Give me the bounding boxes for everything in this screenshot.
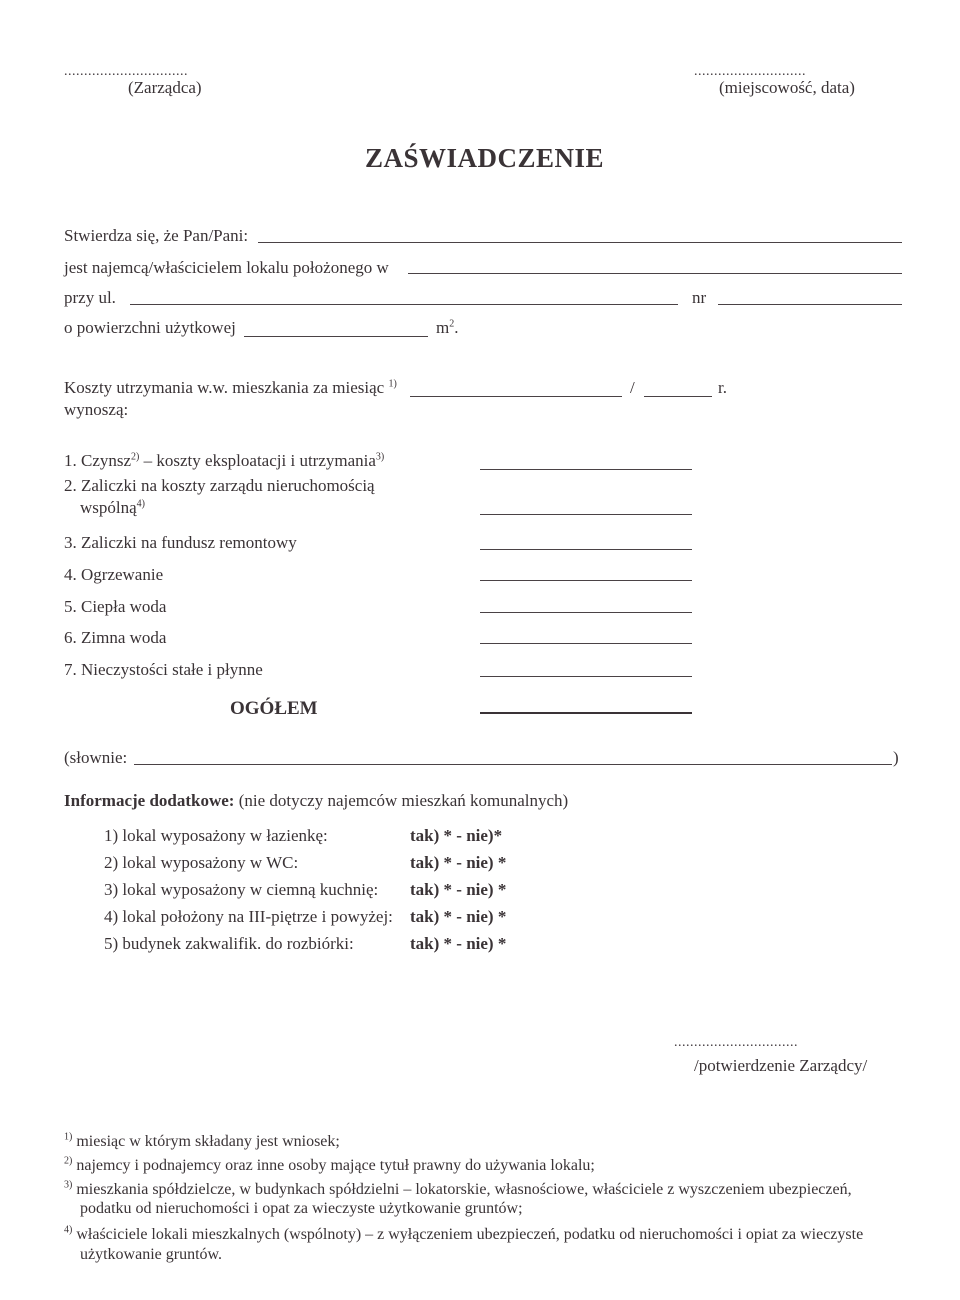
additional-item-1-choice[interactable]: tak) * - nie)* [410,826,503,845]
place-date-dots: ............................ [694,64,806,79]
declaration-line-2: jest najemcą/właścicielem lokalu położonego w [64,258,389,277]
place-date-label: (miejscowość, data) [719,78,855,97]
cost-item-5: 5. Ciepła woda [64,597,167,616]
area-unit: $m^2$. [436,318,459,337]
month-field-line[interactable] [410,396,622,397]
cost-item-2-line[interactable] [480,514,692,515]
document-title: ZAŚWIADCZENIE [365,143,605,173]
manager-dots: ............................... [64,64,188,79]
name-field-line[interactable] [258,242,902,243]
additional-info-heading: Informacje dodatkowe: (nie dotyczy najemców mieszkań komunalnych) [64,791,569,810]
nr-field-line[interactable] [718,304,902,305]
additional-item-1-label: 1) lokal wyposażony w łazienkę: [104,826,328,845]
in-words-close: ) [893,748,899,767]
cost-item-1: 1. Czynsz$^{2)}$ – koszty eksploatacji i utrzymania$^{3)}$ [64,451,385,470]
footnote-4: $^{4)}$ właściciele lokali mieszkalnych (wspólnoty) – z wyłączeniem ubezpieczeń, podatku od nieruchomości i opiat za wieczyste [64,1224,864,1243]
cost-item-4-line[interactable] [480,580,692,581]
footnote-1: $^{1)}$ miesiąc w którym składany jest wniosek; [64,1131,340,1150]
manager-label: (Zarządca) [128,78,202,97]
street-field-line[interactable] [130,304,678,305]
cost-item-2b: wspólną$^{4)}$ [80,498,146,517]
additional-item-2-label: 2) lokal wyposażony w WC: [104,853,299,872]
in-words-field-line[interactable] [134,764,892,765]
footnote-2: $^{2)}$ najemcy i podnajemcy oraz inne osoby mające tytuł prawny do używania lokalu; [64,1155,595,1174]
cost-item-6-line[interactable] [480,643,692,644]
cost-item-1-line[interactable] [480,469,692,470]
slash: / [630,378,635,397]
additional-item-3-label: 3) lokal wyposażony w ciemną kuchnię: [104,880,379,899]
signature-label: /potwierdzenie Zarządcy/ [694,1056,868,1075]
cost-item-7: 7. Nieczystości stałe i płynne [64,660,263,679]
year-suffix: r. [718,378,727,397]
signature-dots[interactable]: ............................... [674,1035,798,1050]
declaration-line-1: Stwierdza się, że Pan/Pani: [64,226,249,245]
location-field-line[interactable] [408,273,902,274]
cost-item-2: 2. Zaliczki na koszty zarządu nieruchomością [64,476,375,495]
footnote-4-cont: użytkowanie gruntów. [80,1246,223,1263]
cost-item-3-line[interactable] [480,549,692,550]
year-field-line[interactable] [644,396,712,397]
additional-item-4-choice[interactable]: tak) * - nie) * [410,907,507,926]
additional-item-4-label: 4) lokal położony na III-piętrze i powyżej: [104,907,393,926]
footnote-3: $^{3)}$ mieszkania spółdzielcze, w budynkach spółdzielni – lokatorskie, własnościowe, właściciele z wyszczeniem ubezpieczeń, [64,1179,852,1198]
declaration-line-3: przy ul. [64,288,116,307]
in-words-label: (słownie: [64,748,128,767]
total-label: OGÓŁEM [230,698,318,719]
additional-item-5-label: 5) budynek zakwalifik. do rozbiórki: [104,934,354,953]
cost-item-6: 6. Zimna woda [64,628,167,647]
declaration-line-4: o powierzchni użytkowej [64,318,236,337]
cost-item-4: 4. Ogrzewanie [64,565,164,584]
additional-item-3-choice[interactable]: tak) * - nie) * [410,880,507,899]
costs-line-1: Koszty utrzymania w.w. mieszkania za miesiąc $^{1)}$ [64,378,397,397]
additional-item-2-choice[interactable]: tak) * - nie) * [410,853,507,872]
cost-item-7-line[interactable] [480,676,692,677]
total-field-line[interactable] [480,712,692,714]
cost-item-5-line[interactable] [480,612,692,613]
additional-item-5-choice[interactable]: tak) * - nie) * [410,934,507,953]
costs-line-2: wynoszą: [64,400,129,419]
nr-label: nr [692,288,707,307]
area-field-line[interactable] [244,336,428,337]
cost-item-3: 3. Zaliczki na fundusz remontowy [64,533,297,552]
footnote-3-cont: podatku od nieruchomości i opat za wieczyste użytkowanie gruntów; [80,1200,523,1217]
